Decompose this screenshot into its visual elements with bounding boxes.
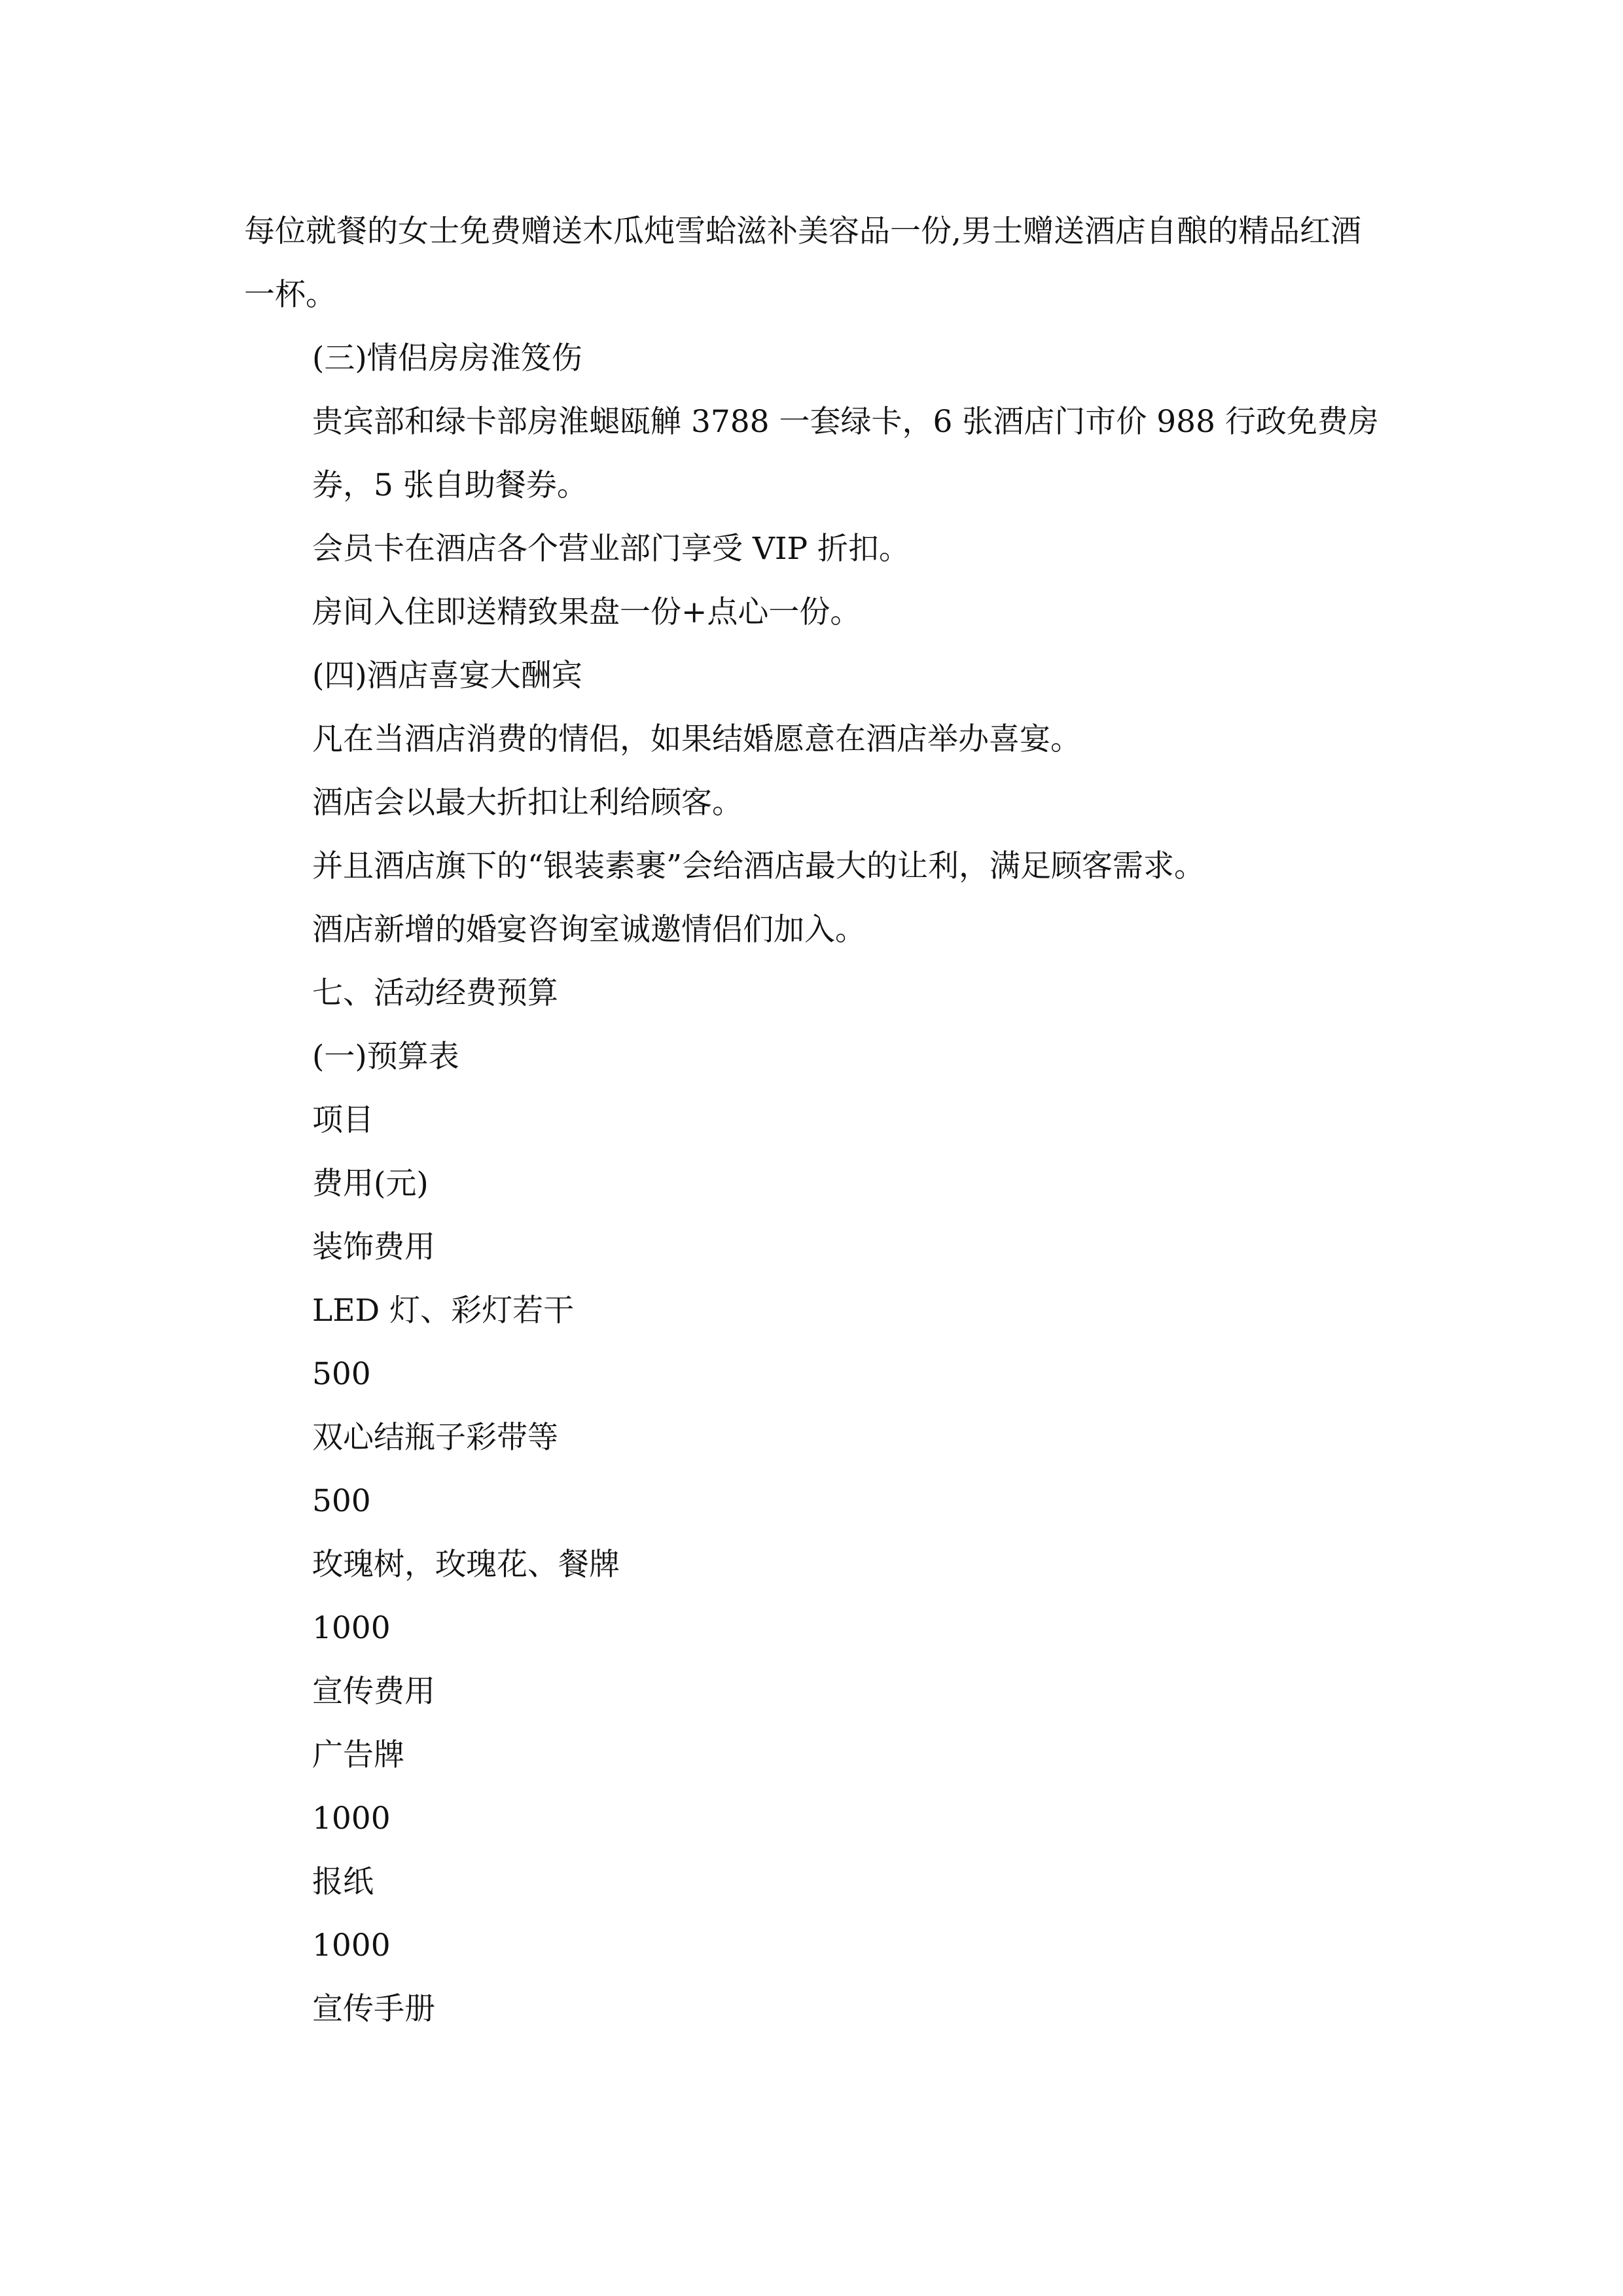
heading-budget-table: (一)预算表 (312, 1039, 459, 1075)
paragraph-max-discount: 酒店会以最大折扣让利给顾客。 (312, 785, 743, 821)
document-body (244, 200, 1386, 2041)
heading-budget: 七、活动经费预算 (312, 975, 558, 1011)
heading-wedding-banquet: (四)酒店喜宴大酬宾 (312, 658, 582, 694)
paragraph-gift-offer: 每位就餐的女士免费赠送木瓜炖雪蛤滋补美容品一份,男士赠送酒店自酿的精品红酒一杯。 (244, 213, 1361, 313)
paragraph-silver-brand: 并且酒店旗下的“银装素裹”会给酒店最大的让利，满足顾客需求。 (312, 848, 1205, 884)
paragraph-wedding-couples: 凡在当酒店消费的情侣，如果结婚愿意在酒店举办喜宴。 (312, 721, 1081, 757)
budget-column-item: 项目 (312, 1102, 374, 1138)
budget-category-promotion: 宣传费用 (312, 1674, 435, 1710)
paragraph-consulting-room: 酒店新增的婚宴咨询室诚邀情侣们加入。 (312, 912, 866, 948)
budget-cost-roses: 1000 (312, 1610, 391, 1646)
budget-item-led-lights: LED 灯、彩灯若干 (312, 1293, 575, 1329)
budget-cost-ribbons: 500 (312, 1483, 371, 1519)
budget-item-roses: 玫瑰树，玫瑰花、餐牌 (312, 1547, 620, 1583)
paragraph-room-fruit: 房间入住即送精致果盘一份+点心一份。 (312, 594, 861, 630)
budget-item-billboard: 广告牌 (312, 1737, 404, 1773)
paragraph-vip-green-card: 贵宾部和绿卡部房淮螁瓯觯 3788 一套绿卡，6 张酒店门市价 988 行政免费房券，5 张自助餐券。 (312, 404, 1379, 503)
heading-couple-room: (三)情侣房房淮笈伤 (312, 340, 582, 376)
budget-cost-led-lights: 500 (312, 1356, 371, 1392)
budget-category-decoration: 装饰费用 (312, 1229, 435, 1265)
budget-cost-billboard: 1000 (312, 1801, 391, 1837)
budget-item-ribbons: 双心结瓶子彩带等 (312, 1420, 558, 1456)
budget-item-newspaper: 报纸 (312, 1864, 374, 1900)
budget-column-cost: 费用(元) (312, 1166, 429, 1202)
budget-cost-newspaper: 1000 (312, 1928, 391, 1964)
budget-item-brochure: 宣传手册 (312, 1991, 435, 2027)
paragraph-member-card: 会员卡在酒店各个营业部门享受 VIP 折扣。 (312, 531, 910, 567)
